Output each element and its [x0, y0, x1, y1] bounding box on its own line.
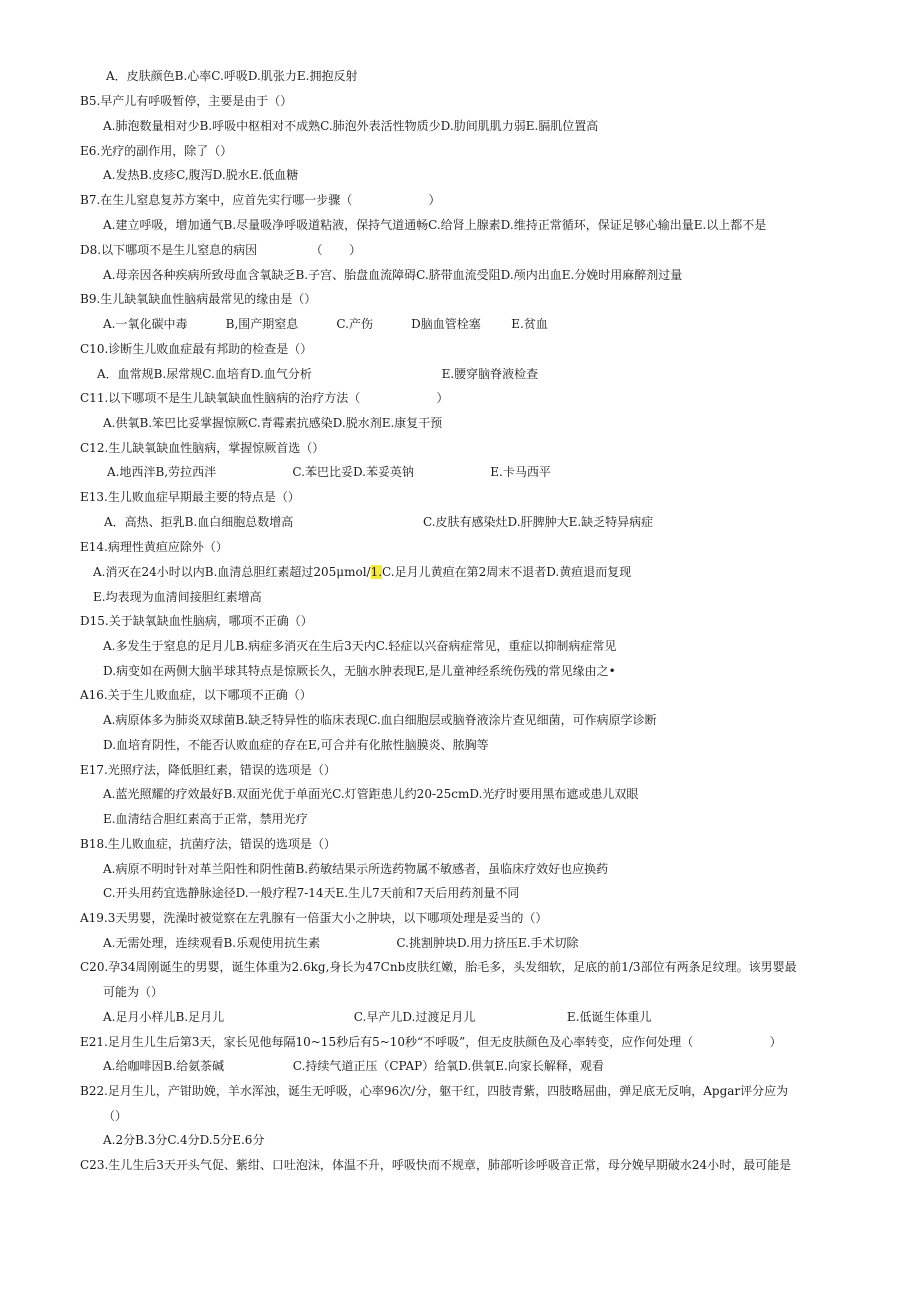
text-line: C23.生儿生后3天开头气促、紫绀、口吐泡沫，体温不升，呼吸快而不规章，肺部听诊呼吸音正常，母分娩早期破水24小时，最可能是 [80, 1158, 792, 1172]
text-line: A16.关于生儿败血症，以下哪项不正确（） [80, 688, 312, 702]
text-line: D.血培育阴性，不能否认败血症的存在E,可合并有化脓性脑膜炎、脓胸等 [103, 738, 489, 752]
text-line: A.建立呼吸，增加通气B.尽量吸净呼吸道粘液，保持气道通畅C.给肾上腺素D.维持正常循环，保证足够心输出量E.以上都不是 [103, 218, 767, 232]
text-line: A.足月小样儿B.足月儿 C.早产儿D.过渡足月儿 E.低诞生体重儿 [103, 1010, 652, 1024]
text-line: A.无需处理，连续观看B.乐观使用抗生素 C.挑割肿块D.用力挤压E.手术切除 [103, 936, 579, 950]
text-line: E21.足月生儿生后第3天，家长见他每隔10~15秒后有5~10秒“不呼吸”，但无皮肤颜色及心率转变，应作何处理（ ） [80, 1035, 782, 1049]
text-line: A.多发生于窒息的足月儿B.病症多消灭在生后3天内C.轻症以兴奋病症常见，重症以抑制病症常见 [103, 639, 617, 653]
text-line: B18.生儿败血症，抗菌疗法，错误的选项是（） [80, 837, 336, 851]
text-line: A．皮肤颜色B.心率C.呼吸D.肌张力E.拥抱反射 [106, 69, 358, 83]
text-line: E6.光疗的副作用，除了（） [80, 144, 233, 158]
text-line: A.地西泮B,劳拉西泮 C.苯巴比妥D.苯妥英钠 E.卡马西平 [107, 465, 551, 479]
text-line: C.开头用药宜选静脉途径D.一般疗程7-14天E.生儿7天前和7天后用药剂量不同 [103, 886, 520, 900]
text-line: A.母亲因各种疾病所致母血含氧缺乏B.子宫、胎盘血流障碍C.脐带血流受阻D.颅内出血E.分娩时用麻醉剂过量 [103, 268, 683, 282]
text-line: C12.生儿缺氧缺血性脑病，掌握惊厥首选（） [80, 441, 325, 455]
highlighted-text: 1. [370, 565, 383, 579]
text-line: A.病原不明时针对革兰阳性和阴性菌B.药敏结果示所选药物属不敏感者，虽临床疗效好也应换药 [103, 862, 609, 876]
text-line: A.2分B.3分C.4分D.5分E.6分 [103, 1133, 265, 1147]
text-line: A.病原体多为肺炎双球菌B.缺乏特异性的临床表现C.血白细胞层或脑脊液涂片查见细菌，可作病原学诊断 [103, 713, 657, 727]
text-line: D15.关于缺氧缺血性脑病，哪项不正确（） [80, 614, 313, 628]
text-line: E17.光照疗法，降低胆红素，错误的选项是（） [80, 763, 336, 777]
text-line: C11.以下哪项不是生儿缺氧缺血性脑病的治疗方法（ ） [80, 391, 449, 405]
text-line: E.血清结合胆红素高于正常，禁用光疗 [103, 812, 308, 826]
text-line: A19.3天男婴，洗澡时被觉察在左乳腺有一倍蛋大小之肿块，以下哪项处理是妥当的（） [80, 911, 548, 925]
text-line: D.病变如在两侧大脑半球其特点是惊厥长久，无脑水肿表现E,是儿童神经系统伤残的常见缘由之• [103, 664, 616, 678]
text-line: A.发热B.皮疹C,腹泻D.脱水E.低血糖 [103, 168, 299, 182]
text-line: A.给咖啡因B.给氨茶碱 C.持续气道正压（CPAP）给氧D.供氧E.向家长解释，观看 [103, 1059, 604, 1073]
text-line: B9.生儿缺氧缺血性脑病最常见的缘由是（） [80, 292, 317, 306]
text-line: B5.早产儿有呼吸暂停，主要是由于（） [80, 94, 293, 108]
text-line: B22.足月生儿，产钳助娩，羊水浑浊，诞生无呼吸，心率96次/分，躯干红，四肢青紫，四肢略屈曲，弹足底无反响，Apgar评分应为 [80, 1084, 789, 1098]
text-line: E.均表现为血清间接胆红素增高 [93, 590, 262, 604]
text-line: C20.孕34周刚诞生的男婴，诞生体重为2.6kg,身长为47Cnb皮肤红嫩，胎毛多，头发细软，足底的前1/3部位有两条足纹理。该男婴最 [80, 960, 797, 974]
text-line: A．血常规B.尿常规C.血培育D.血气分析 E.腰穿脑脊液检查 [97, 367, 539, 381]
text-line: C10.诊断生儿败血症最有邦助的检查是（） [80, 342, 313, 356]
text-line: D8.以下哪项不是生儿窒息的病因 （ ） [80, 243, 362, 257]
text-line: A.供氧B.笨巴比妥掌握惊厥C.青霉素抗感染D.脱水剂E.康复干预 [103, 416, 443, 430]
text-line: （） [103, 1109, 128, 1123]
text-line: A.蓝光照耀的疗效最好B.双面光优于单面光C.灯管距患儿约20-25cmD.光疗时要用黑布遮或患儿双眼 [103, 787, 639, 801]
text-line: A.肺泡数量相对少B.呼吸中枢相对不成熟C.肺泡外表活性物质少D.肋间肌肌力弱E.膈肌位置高 [103, 119, 599, 133]
text-line: B7.在生儿窒息复苏方案中，应首先实行哪一步骤（ ） [80, 193, 441, 207]
text-line: A．高热、拒乳B.血白细胞总数增高 C.皮肤有感染灶D.肝脾肿大E.缺乏特异病症 [104, 515, 654, 529]
text-line: A.消灭在24小时以内B.血清总胆红素超过205μmol/1.C.足月儿黄疸在第2周末不退者D.黄疸退而复现 [93, 565, 632, 579]
text-line: A.一氧化碳中毒 B,围产期窒息 C.产伤 D脑血管栓塞 E.贫血 [103, 317, 548, 331]
text-line: E14.病理性黄疸应除外（） [80, 540, 228, 554]
text-line: 可能为（） [103, 985, 164, 999]
text-line: E13.生儿败血症早期最主要的特点是（） [80, 490, 300, 504]
